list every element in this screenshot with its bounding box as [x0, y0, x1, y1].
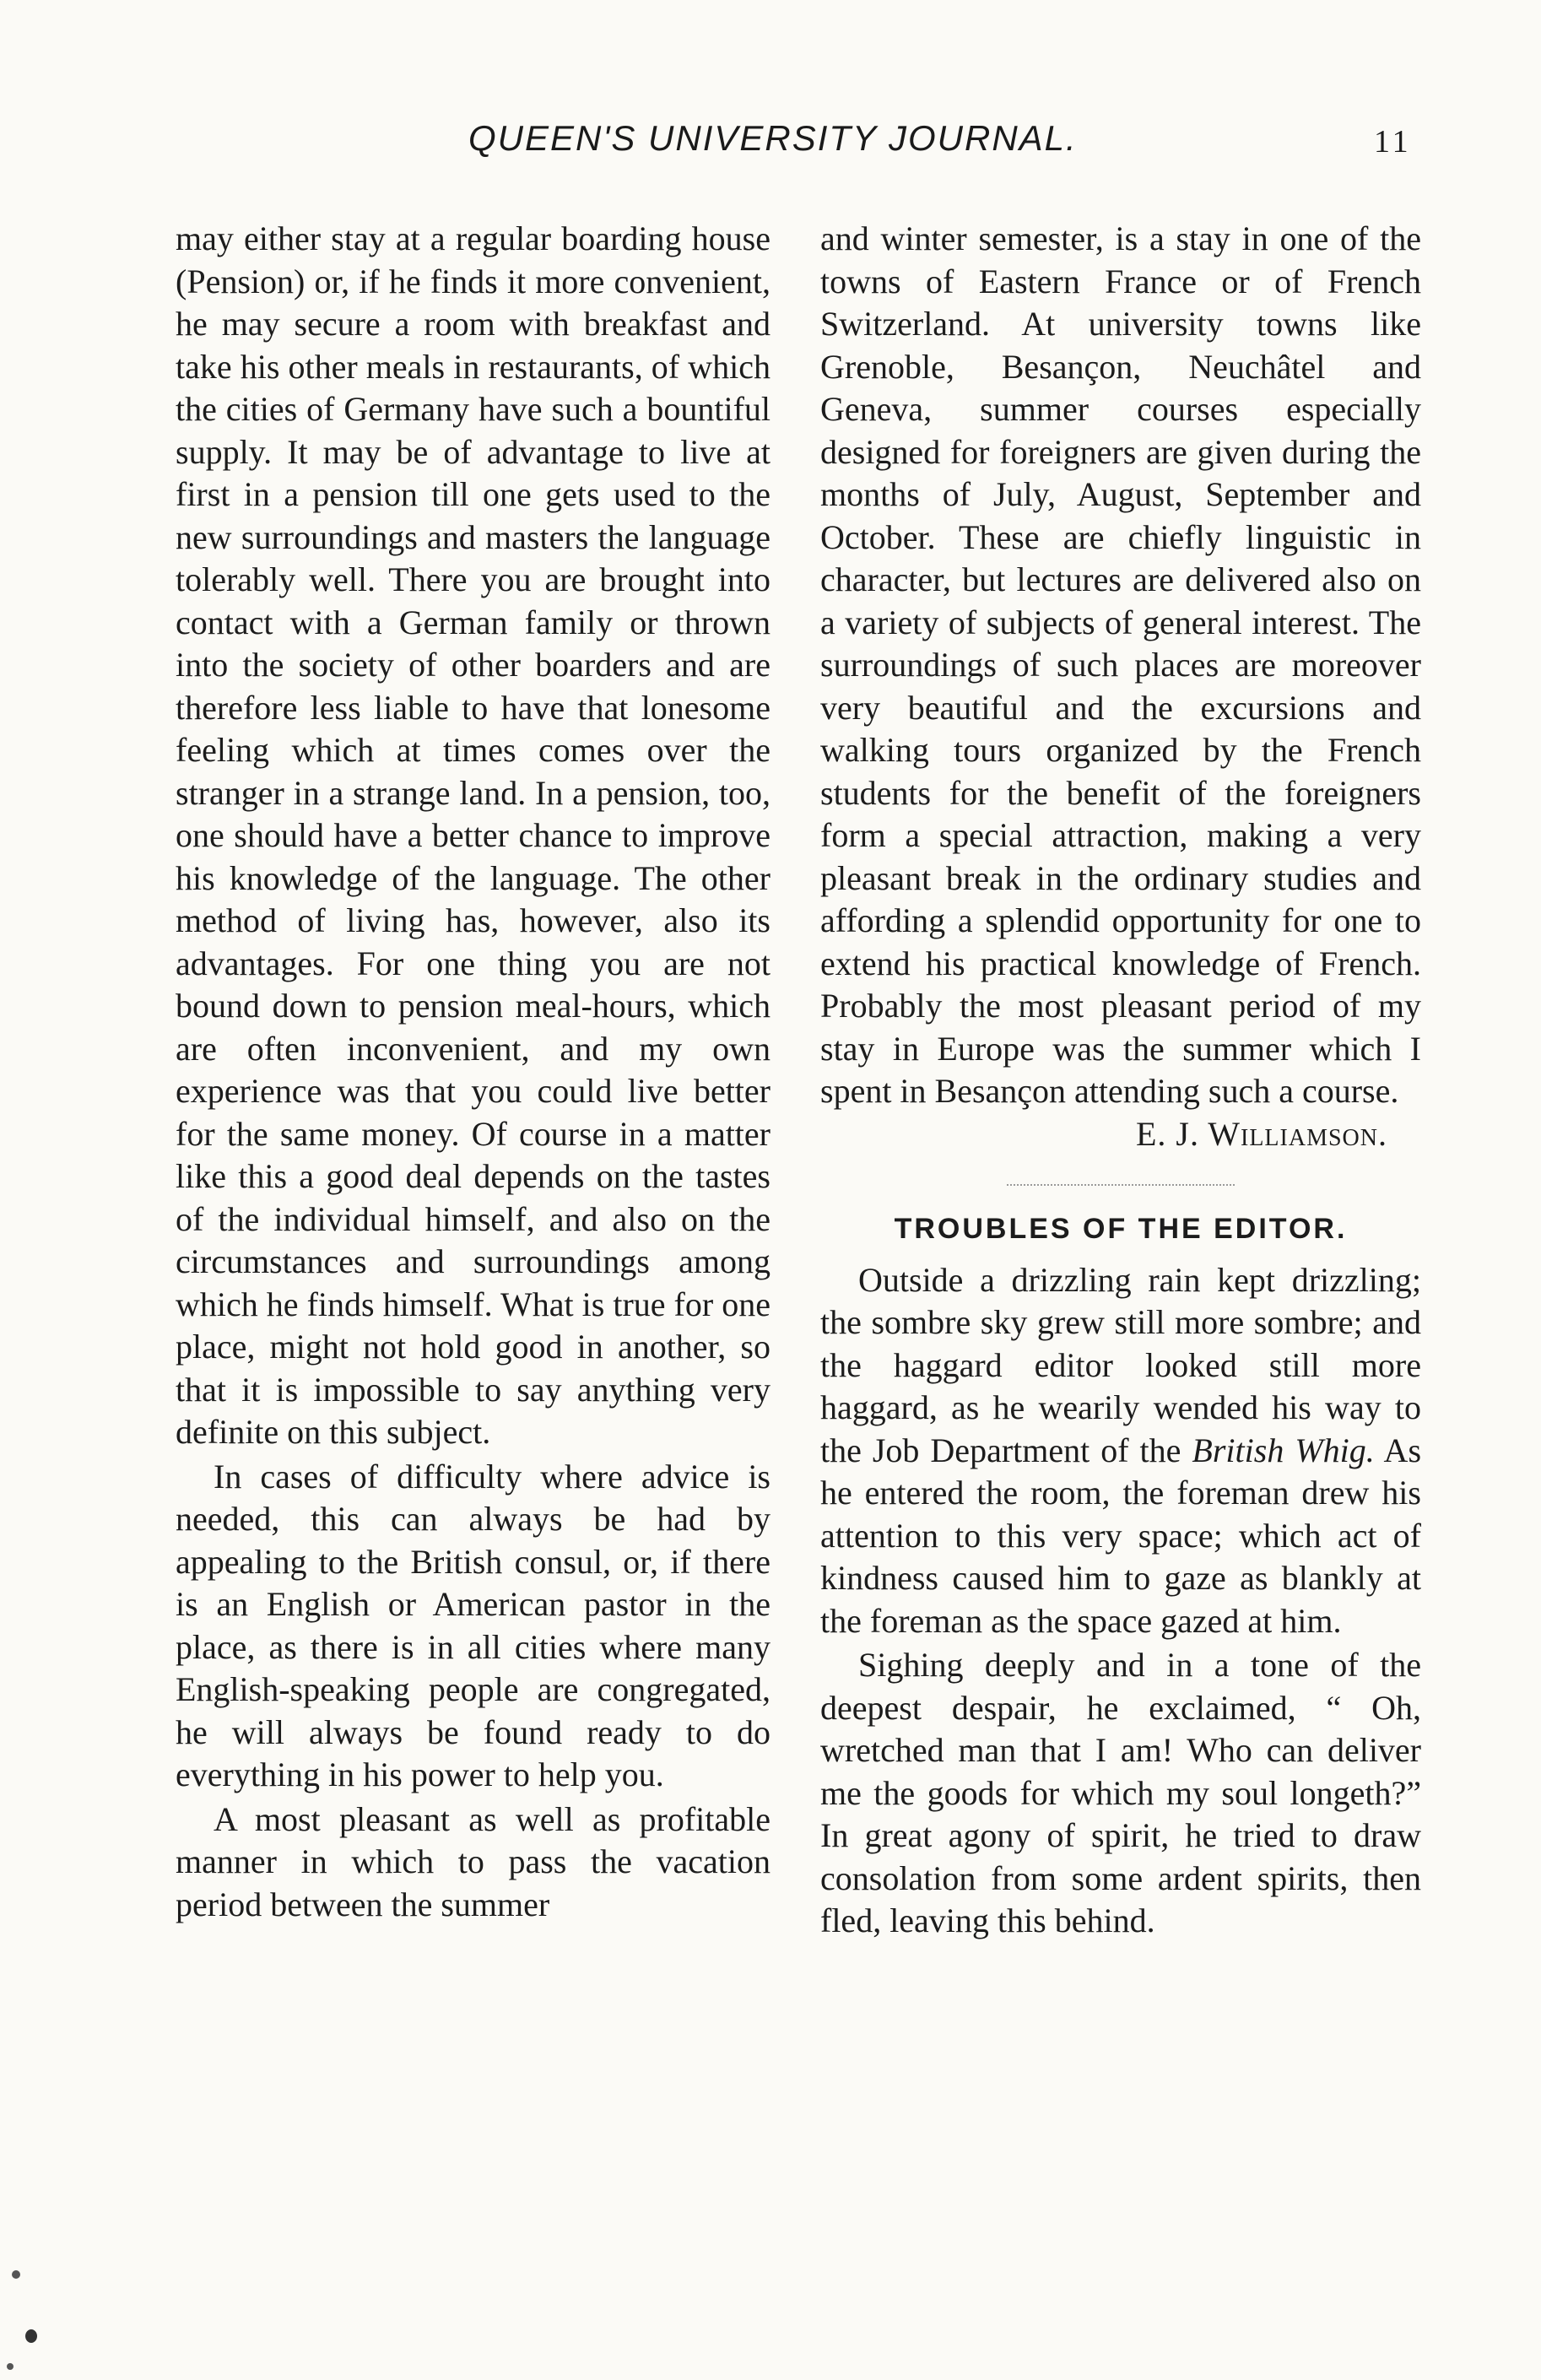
left-paragraph-3: A most pleasant as well as profitable manner in which to pass the vacation period between the summer [176, 1799, 770, 1923]
running-head [0, 118, 1541, 177]
right-paragraph-3: Sighing deeply and in a tone of the deepest despair, he exclaimed, “ Oh, wretched man that I am! Who can deliver me the goods for which my soul longeth?” In great agony of spirit, he tried to draw consolation from some ardent spirits, then fled, leaving this behind. [820, 1646, 1421, 1939]
paper-speck [12, 2270, 20, 2279]
right-paragraph-2 [820, 1259, 1421, 1643]
right-paragraph-2-text-a: Outside a drizzling rain kept drizzling; the sombre sky grew still more sombre; and the haggard editor looked still more haggard, as he wearily wended his way to the Job Department of the [820, 1260, 1421, 1469]
left-column [176, 218, 770, 1926]
author-signature: E. J. Williamson. [1135, 1114, 1387, 1153]
right-column [820, 218, 1421, 1943]
newspaper-name: British Whig. [1192, 1431, 1375, 1469]
page-number: 11 [1374, 124, 1412, 160]
paper-speck [7, 2363, 14, 2370]
paper-speck [25, 2329, 37, 2343]
right-paragraph-2-text-b: As he entered the room, the foreman drew his attention to this very space; which act of kindness caused him to gaze as blankly at the foreman as the space gazed at him. [820, 1431, 1422, 1640]
journal-title: QUEEN'S UNIVERSITY JOURNAL. [468, 118, 1078, 158]
left-paragraph-1: may either stay at a regular boarding house (Pension) or, if he finds it more convenient, he may secure a room with breakfast and take his other meals in restaurants, of which the cities of Germany have such a bountiful supply. It may be of advantage to live at first in a pension till one gets used to the new surroundings and masters the language tolerably well. There you are brought into contact with a German family or thrown into the society of other boarders and are therefore less liable to have that lonesome feeling which at times comes over the stranger in a strange land. In a pension, too, one should have a better chance to improve his knowledge of the language. The other method of living has, however, also its advantages. For one thing you are not bound down to pension meal-hours, which are often inconvenient, and my own experience was that you could live better for the same money. Of course in a matter like this a good deal depends on the tastes of the individual himself, and also on the circumstances and surroundings among which he finds himself. What is true for one place, might not hold good in another, so that it is impossible to say anything very definite on this subject. [176, 219, 770, 1451]
right-paragraph-1: and winter semester, is a stay in one of the towns of Eastern France or of French Switzerland. At university towns like Grenoble, Besançon, Neuchâtel and Geneva, summer courses especially designed for foreigners are given during the months of July, August, September and October. These are chiefly linguistic in character, but lectures are delivered also on a variety of subjects of general interest. The surroundings of such places are moreover very beautiful and the excursions and walking tours organized by the French students for the benefit of the foreigners form a special attraction, making a very pleasant break in the ordinary studies and affording a splendid opportunity for one to extend his practical knowledge of French. Probably the most pleasant period of my stay in Europe was the summer which I spent in Besançon attending such a course. [820, 219, 1421, 1110]
left-paragraph-2: In cases of difficulty where advice is needed, this can always be had by appealing to the British consul, or, if there is an English or American pastor in the place, as there is in all cities where many English-speaking people are congregated, he will always be found ready to do everything in his power to help you. [176, 1457, 770, 1793]
section-divider [1007, 1184, 1235, 1186]
section-heading: TROUBLES OF THE EDITOR. [894, 1213, 1348, 1245]
